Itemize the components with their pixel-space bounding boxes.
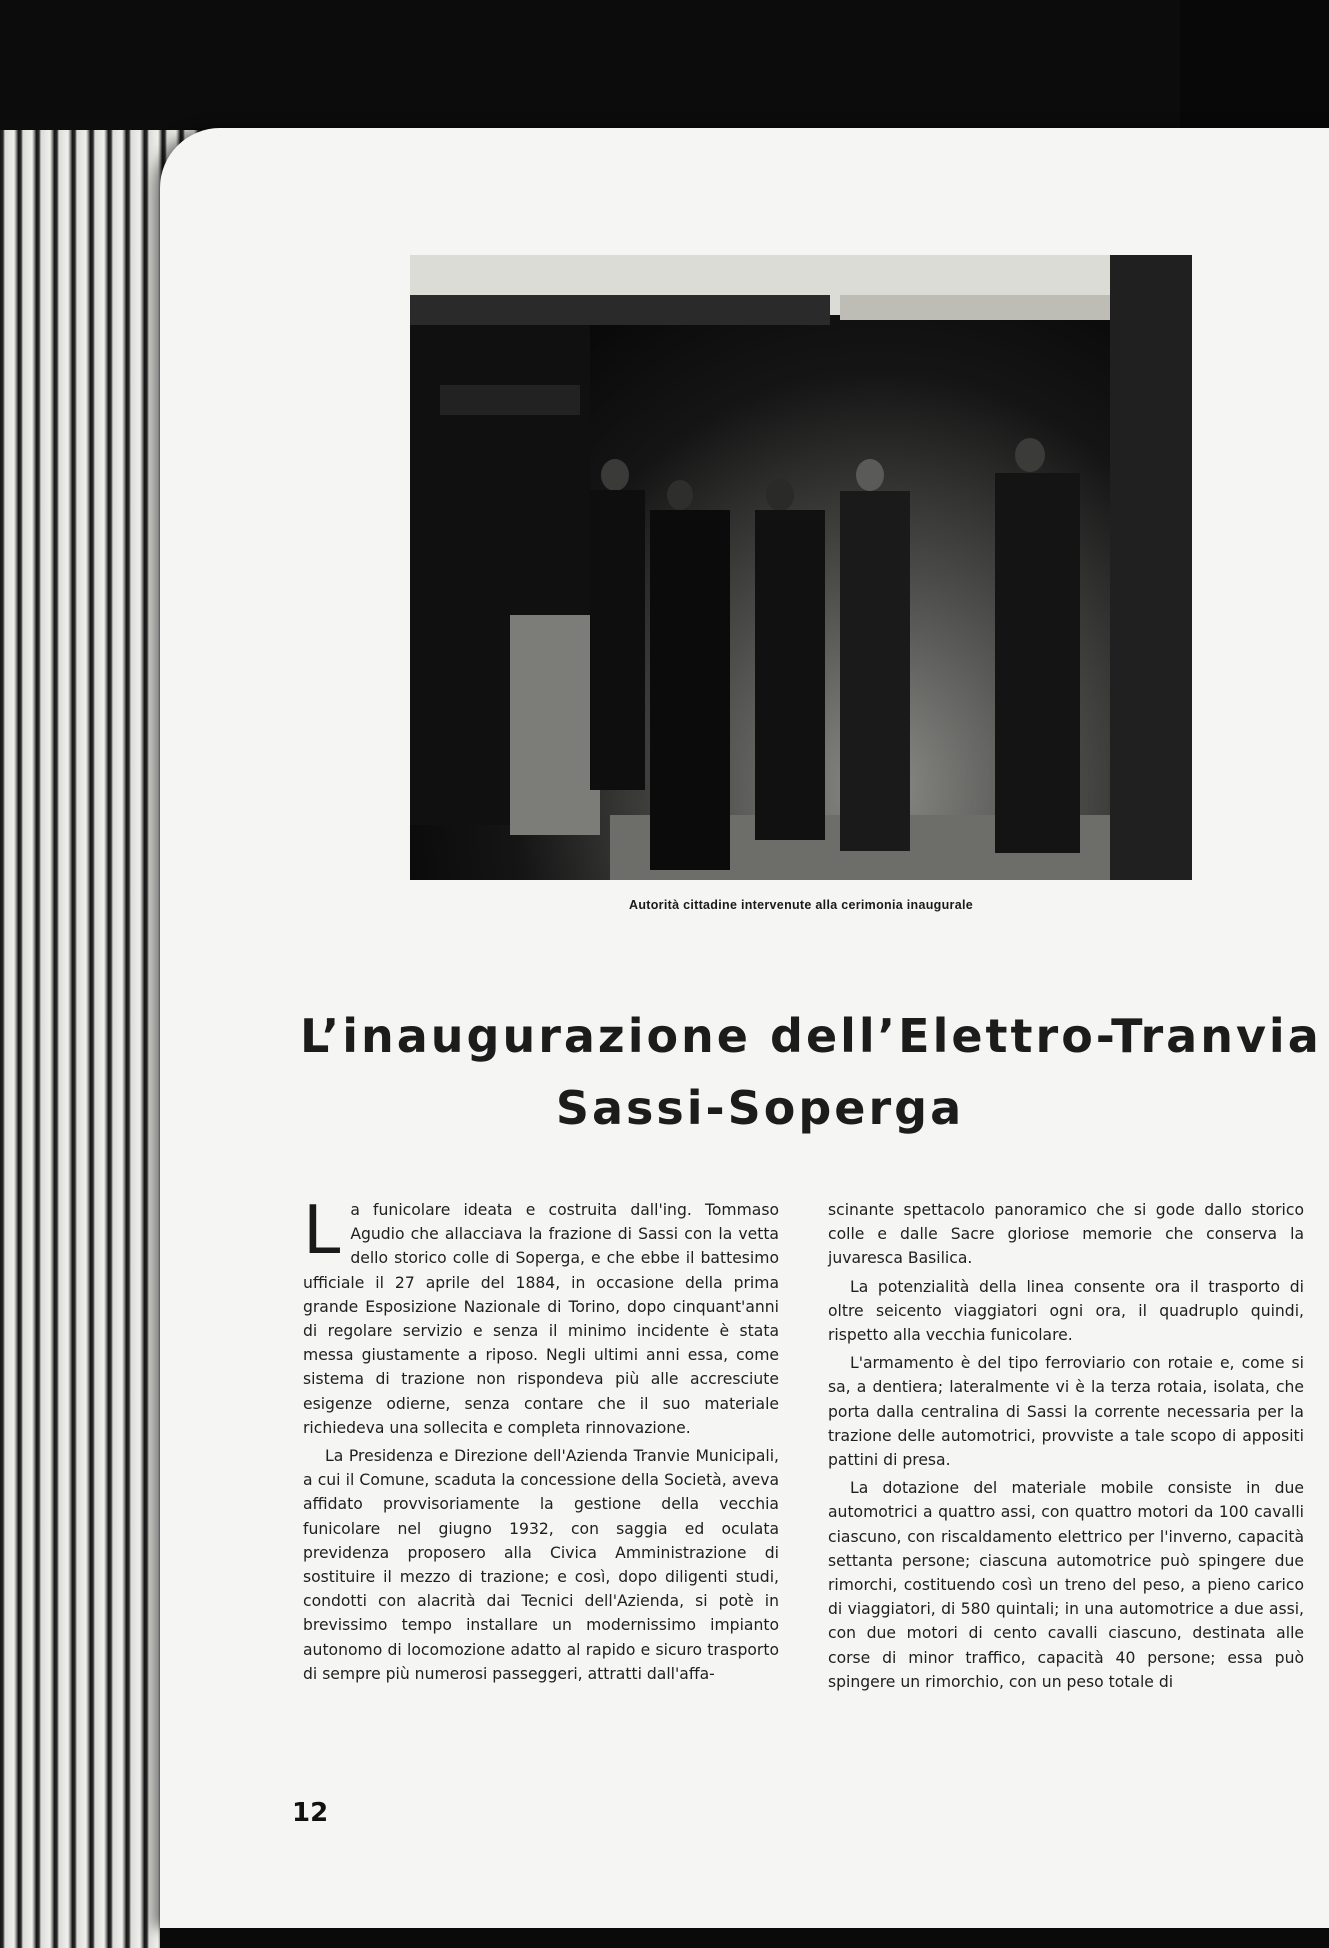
scan-bottom-edge	[160, 1928, 1329, 1948]
title-line-1: L’inaugurazione dell’Elettro-Tranvia	[300, 1009, 1322, 1063]
article-column-left	[303, 1191, 779, 1690]
paragraph: La potenzialità della linea consente ora il trasporto di oltre seicento viaggiatori ogni ora, il quadruplo quindi, rispetto alla vecchia funicolare.	[828, 1277, 1304, 1345]
paragraph	[303, 1191, 779, 1440]
ceremony-photo	[410, 255, 1192, 880]
photo-caption: Autorità cittadine intervenute alla cerimonia inaugurale	[629, 898, 973, 912]
photo-figures	[410, 255, 1192, 880]
paragraph: La dotazione del materiale mobile consiste in due automotrici a quattro assi, con quattro motori da 100 cavalli ciascuno, con riscaldamento elettrico per l'inverno, capacità settanta persone; ciascuna automotrice può spingere due rimorchi, costituendo così un treno del peso, a pieno carico di viaggiatori, di 580 quintali; in una automotrice a due assi, con due motori di cento cavalli ciascuno, destinata alle corse di minor traffico, capacità 40 persone; essa può spingere un rimorchio, con un peso totale di	[828, 1479, 1304, 1691]
title-line-2: Sassi-Soperga	[555, 1081, 965, 1135]
drop-cap: L	[303, 1191, 341, 1269]
article-title	[300, 1000, 1322, 1144]
paragraph: scinante spettacolo panoramico che si gode dallo storico colle e dalle Sacre gloriose memorie che conserva la juvaresca Basilica.	[828, 1201, 1304, 1268]
paragraph: L'armamento è del tipo ferroviario con rotaie e, come si sa, a dentiera; lateralmente vi è la terza rotaia, isolata, che porta dalla centralina di Sassi la corrente necessaria per la trazione delle automotrici, provviste a tale scopo di appositi pattini di presa.	[828, 1354, 1304, 1470]
paragraph: La Presidenza e Direzione dell'Azienda Tranvie Municipali, a cui il Comune, scaduta la concessione della Società, aveva affidato provvisoriamente la gestione della vecchia funicolare nel giugno 1932, con saggia ed oculata previdenza proposero alla Civica Amministrazione di sostituire il mezzo di trazione; e così, dopo diligenti studi, condotti con alacrità dai Tecnici dell'Azienda, si potè in brevissimo tempo installare un modernissimo impianto autonomo di locomozione adatto al rapido e sicuro trasporto di sempre più numerosi passeggeri, attratti dall'affa-	[303, 1447, 779, 1683]
article-column-right	[828, 1198, 1304, 1698]
paragraph-text: a funicolare ideata e costruita dall'ing. Tommaso Agudio che allacciava la frazione di Sassi con la vetta dello storico colle di Soperga, e che ebbe il battesimo ufficiale il 27 aprile del 1884, in occasione della prima grande Esposizione Nazionale di Torino, dopo cinquant'anni di regolare servizio e senza il minimo incidente è stata messa giustamente a riposo. Negli ultimi anni essa, come sistema di trazione non rispondeva più alle accresciute esigenze odierne, senza contare che il suo materiale richiedeva una sollecita e completa rinnovazione.	[303, 1201, 779, 1437]
page-number: 12	[292, 1798, 329, 1828]
